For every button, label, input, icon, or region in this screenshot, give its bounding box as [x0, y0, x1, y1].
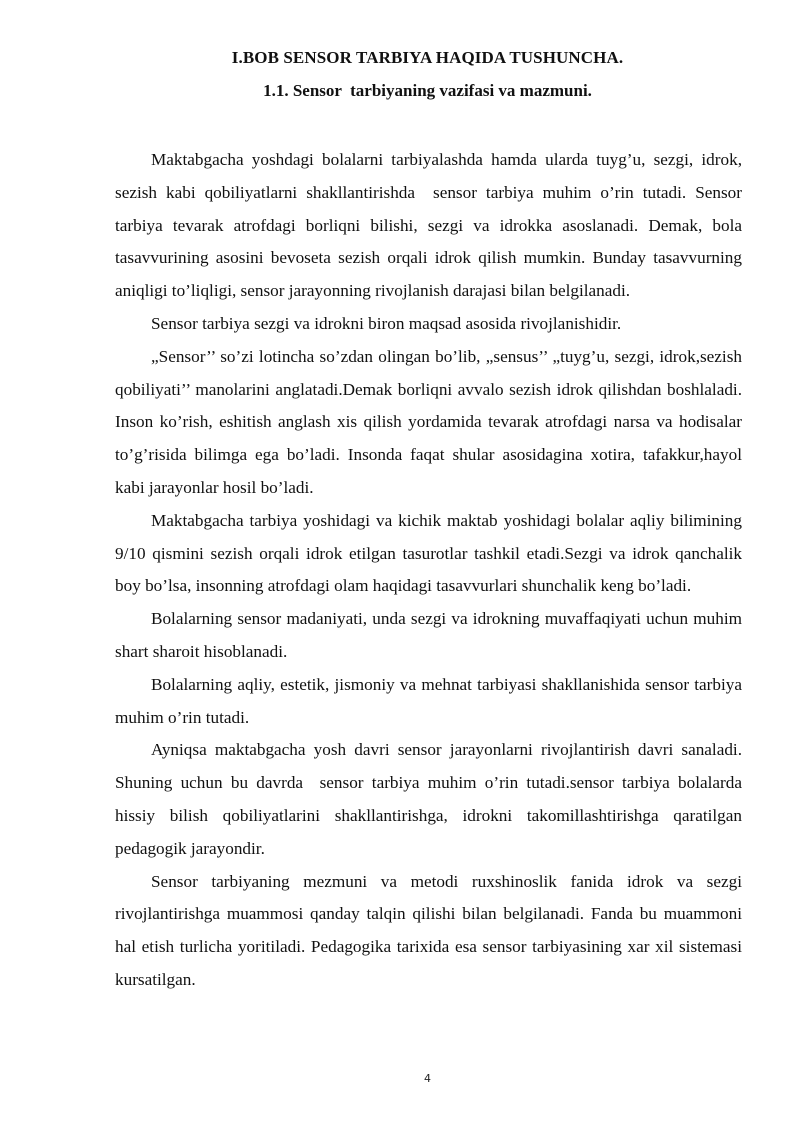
body-text [115, 144, 747, 997]
paragraph: „Sensor’’ so’zi lotincha so’zdan olingan bo’lib, „sensus’’ „tuyg’u, sezgi, idrok,sezish qobiliyati’’ manolarini anglatadi.Demak borliqni avvalo sezish idrok qilishdan boshlaladi. Inson ko’rish, eshitish anglash xis qilish yordamida tevarak atrofdagi narsa va hodisalar to’g’risida bilimga ega bo’ladi. Insonda faqat shular asosidagina xotira, tafakkur,hayol kabi jarayonlar hosil bo’ladi. [115, 346, 747, 497]
paragraph: Bolalarning sensor madaniyati, unda sezgi va idrokning muvaffaqiyati uchun muhim shart sharoit hisoblanadi. [115, 609, 747, 661]
chapter-title: I.BOB SENSOR TARBIYA HAQIDA TUSHUNCHA. [231, 48, 624, 67]
paragraph: Maktabgacha yoshdagi bolalarni tarbiyalashda hamda ularda tuyg’u, sezgi, idrok, sezish kabi qobiliyatlarni shakllantirishda sensor tarbiya muhim o’rin tutadi. Sensor tarbiya tevarak atrofdagi borliqni bilishi, sezgi va idrokka asoslanadi. Demak, bola tasavvurining asosini bevoseta sezish orqali idrok qilish mumkin. Bunday tasavvurning aniqligi to’liqligi, sensor jarayonning rivojlanish darajasi bilan belgilanadi. [115, 150, 747, 301]
paragraph: Sensor tarbiyaning mezmuni va metodi ruxshinoslik fanida idrok va sezgi rivojlantirishga muammosi qanday talqin qilishi bilan belgilanadi. Fanda bu muammoni hal etish turlicha yoritiladi. Pedagogika tarixida esa sensor tarbiyasining xar xil sistemasi kursatilgan. [115, 871, 747, 989]
page-number: 4 [424, 1072, 431, 1085]
paragraph: Maktabgacha tarbiya yoshidagi va kichik maktab yoshidagi bolalar aqliy bilimining 9/10 qismini sezish orqali idrok etilgan tasurotlar tashkil etadi.Sezgi va idrok qanchalik boy bo’lsa, insonning atrofdagi olam haqidagi tasavvurlari shunchalik keng bo’ladi. [115, 510, 747, 596]
section-title: 1.1. Sensor tarbiyaning vazifasi va mazmuni. [263, 81, 592, 100]
paragraph: Sensor tarbiya sezgi va idrokni biron maqsad asosida rivojlanishidir. [151, 313, 622, 333]
paragraph: Ayniqsa maktabgacha yosh davri sensor jarayonlarni rivojlantirish davri sanaladi. Shuning uchun bu davrda sensor tarbiya muhim o’rin tutadi.sensor tarbiya bolalarda hissiy bilish qobiliyatlarini shakllantirishga, idrokni takomillashtirishga qaratilgan pedagogik jarayondir. [115, 740, 747, 858]
paragraph: Bolalarning aqliy, estetik, jismoniy va mehnat tarbiyasi shakllanishida sensor tarbiya muhim o’rin tutadi. [115, 674, 747, 727]
